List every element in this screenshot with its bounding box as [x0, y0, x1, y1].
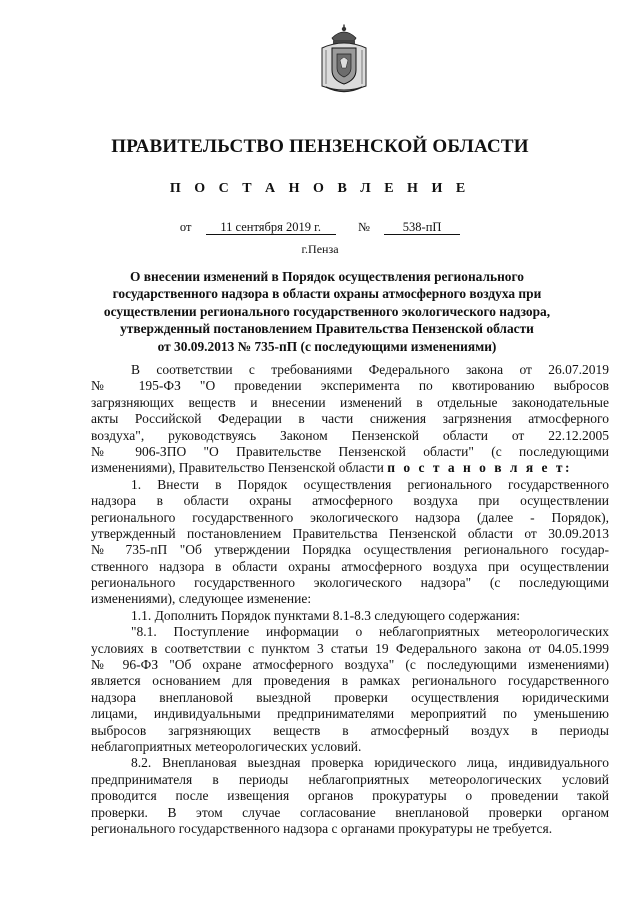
body-line: надзора внеплановой выездной проверки осуществления юридическими: [91, 689, 609, 705]
body-line: акты Российской Федерации в части снижения загрязнения атмосферного: [91, 411, 609, 427]
body-line: предпринимателя в периоды неблагоприятных метеорологических условий: [91, 771, 609, 787]
penza-coat-of-arms-icon: [318, 24, 370, 94]
body-line: регионального государственного надзора с органами прокуратуры не требуется.: [91, 820, 553, 836]
document-number: 538-пП: [384, 220, 460, 235]
body-line: № 96-ФЗ "Об охране атмосферного воздуха" (с последующими изменениями): [91, 657, 609, 673]
body-line: "8.1. Поступление информации о неблагоприятных метеорологических: [131, 624, 609, 640]
body-line: ственного надзора в области охраны атмосферного воздуха при осуществлении: [91, 558, 609, 574]
resolves-word: п о с т а н о в л я е т:: [387, 460, 573, 476]
body-line: проверки. В этом случае согласование внеплановой проверки органом: [91, 804, 609, 820]
body-line: надзора в области охраны атмосферного воздуха при осуществлении: [91, 493, 609, 509]
document-heading: [86, 268, 568, 355]
body-line: неблагоприятных метеорологических условий.: [91, 738, 362, 754]
body-line: № 906-ЗПО "О Правительстве Пензенской области" (с последующими: [91, 443, 609, 459]
body-line: условиях в соответствии с пунктом 3 статьи 19 Федерального закона от 04.05.1999: [91, 640, 609, 656]
date-prefix: от: [179, 220, 192, 234]
body-line: № 195-ФЗ "О проведении эксперимента по квотированию выбросов: [91, 378, 609, 394]
body-line: регионального государственного экологического надзора (далее - Порядок),: [91, 509, 609, 525]
document-date: 11 сентября 2019 г.: [206, 220, 336, 235]
body-line: проводится после извещения органов прокуратуры о проведении такой: [91, 788, 609, 804]
body-line: выбросов загрязняющих веществ в атмосферный воздух в периоды: [91, 722, 609, 738]
government-title: ПРАВИТЕЛЬСТВО ПЕНЗЕНСКОЙ ОБЛАСТИ: [111, 136, 529, 157]
heading-line: осуществлении регионального государственного экологического надзора,: [103, 303, 551, 319]
city-line: г.Пенза: [301, 242, 339, 256]
body-line: 8.2. Внеплановая выездная проверка юридического лица, индивидуального: [131, 755, 609, 771]
document-body: [91, 362, 609, 837]
heading-line: утвержденный постановлением Правительства Пензенской области: [120, 321, 534, 337]
body-line-resolves: [91, 460, 609, 476]
body-line: № 735-пП "Об утверждении Порядка осуществления регионального государ-: [91, 542, 609, 558]
heading-line: государственного надзора в области охраны атмосферного воздуха при: [112, 286, 542, 302]
body-line: утвержденный постановлением Правительства Пензенской области от 30.09.2013: [91, 525, 609, 541]
body-line: В соответствии с требованиями Федерального закона от 26.07.2019: [131, 362, 609, 377]
body-line: регионального государственного экологического надзора" (с последующими: [91, 575, 609, 591]
body-line: 1.1. Дополнить Порядок пунктами 8.1-8.3 следующего содержания:: [131, 607, 521, 623]
date-number-line: [0, 220, 640, 235]
body-line: изменениями), Правительство Пензенской области: [91, 460, 384, 476]
body-line: изменениями), следующее изменение:: [91, 591, 312, 607]
body-line: 1. Внести в Порядок осуществления регионального государственного: [131, 476, 609, 492]
heading-line: от 30.09.2013 № 735-пП (с последующими изменениями): [157, 338, 497, 354]
document-type: П О С Т А Н О В Л Е Н И Е: [169, 181, 471, 196]
body-line: лицами, индивидуальными предпринимателями мероприятий по уменьшению: [91, 706, 609, 722]
number-prefix: №: [357, 220, 370, 234]
body-line: является основанием для проведения в рамках регионального государственного: [91, 673, 609, 689]
body-line: загрязняющих веществ и внесении изменений в отдельные законодательные: [91, 394, 609, 410]
heading-line: О внесении изменений в Порядок осуществления регионального: [130, 269, 524, 284]
body-line: воздуха", руководствуясь Законом Пензенской области от 22.12.2005: [91, 427, 609, 443]
